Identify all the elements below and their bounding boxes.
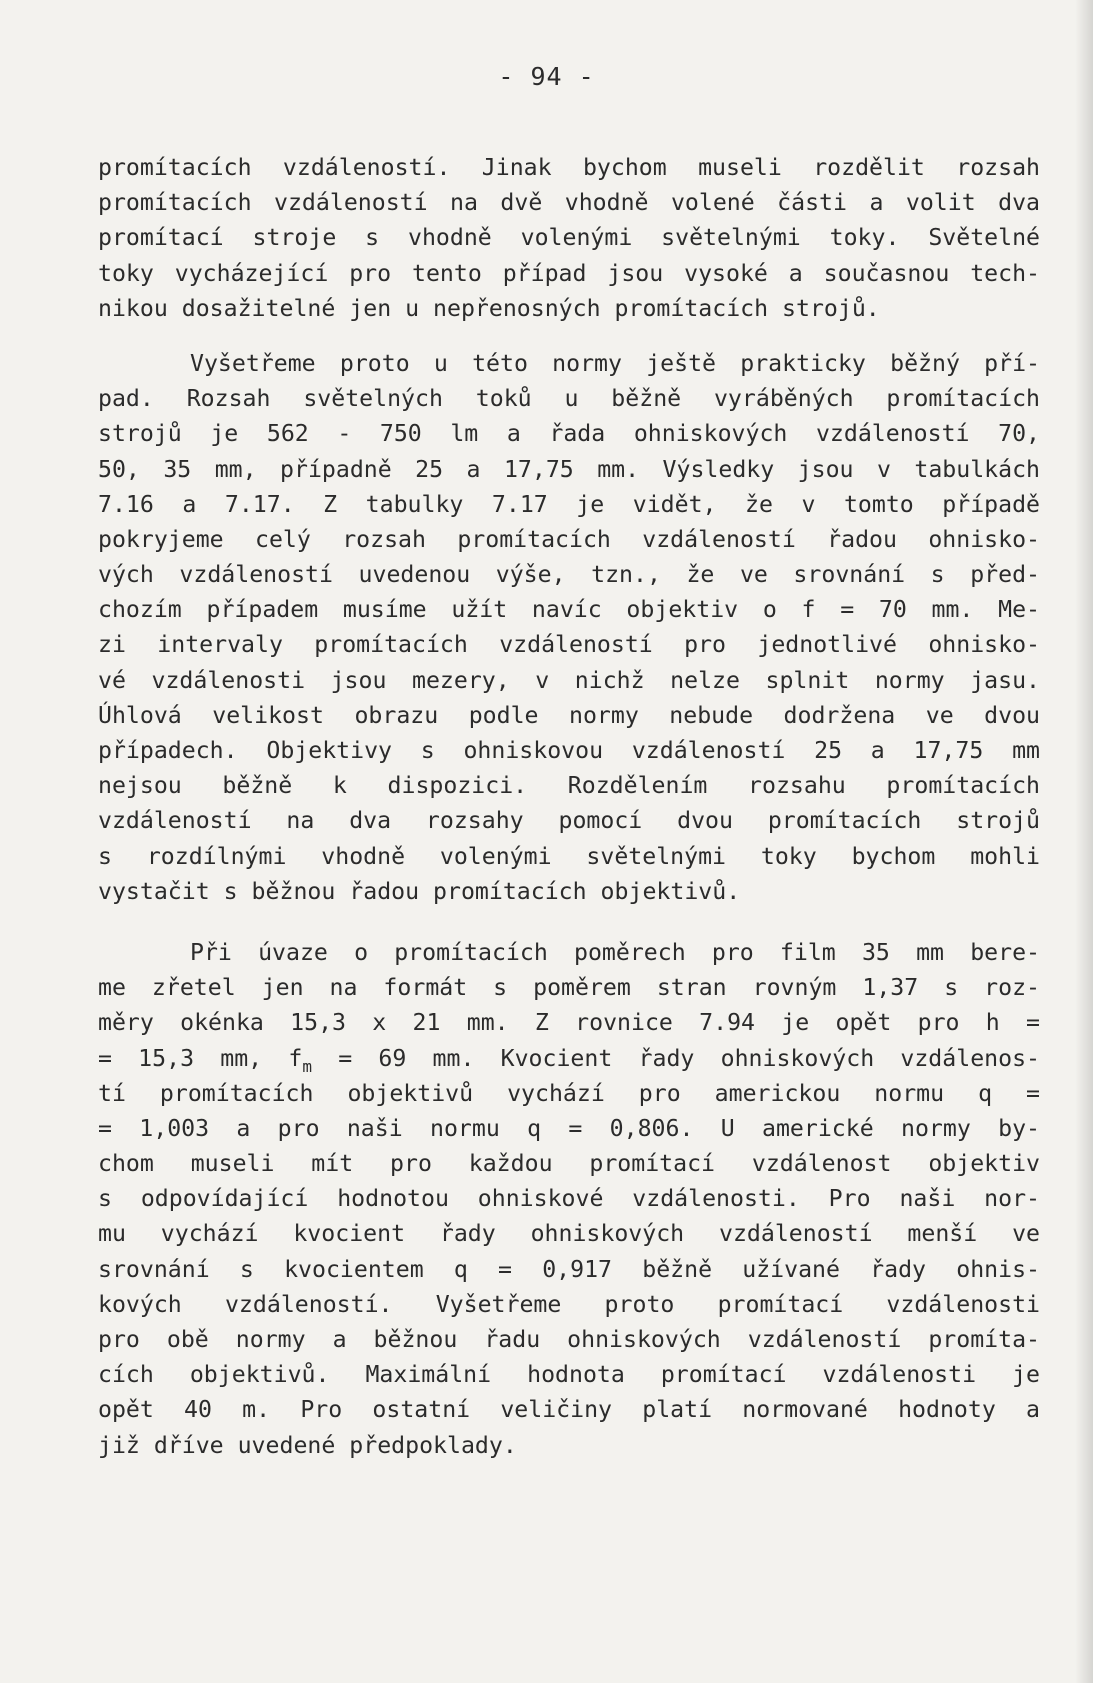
text-line: chom museli mít pro každou promítací vzdálenost objektiv [98,1150,1040,1178]
text-line: již dříve uvedené předpoklady. [98,1431,517,1459]
text-line: chozím případem musíme užít navíc objektiv o f = 70 mm. Me- [98,596,1040,624]
text-line: měry okénka 15,3 x 21 mm. Z rovnice 7.94 je opět pro h = [98,1009,1040,1037]
text-line: vých vzdáleností uvedenou výše, tzn., že ve srovnání s před- [98,561,1040,589]
text-fragment: = 15,3 mm, f [98,1044,303,1072]
text-fragment: = 69 mm. Kvocient řady ohniskových vzdálenos- [311,1044,1040,1072]
paragraph-gap [98,326,1040,346]
text-line: strojů je 562 - 750 lm a řada ohniskových vzdáleností 70, [98,420,1040,448]
text-line: cích objektivů. Maximální hodnota promítací vzdálenosti je [98,1361,1040,1389]
paragraph-2 [98,346,1040,909]
text-line: me zřetel jen na formát s poměrem stran rovným 1,37 s roz- [98,974,1040,1002]
text-line: pad. Rozsah světelných toků u běžně vyráběných promítacích [98,385,1040,413]
text-line: vystačit s běžnou řadou promítacích objektivů. [98,877,741,905]
text-line: promítacích vzdáleností na dvě vhodně volené části a volit dva [98,189,1040,217]
text-line-with-subscript [98,1041,1040,1076]
paragraph-1 [98,150,1040,326]
text-line: Vyšetřeme proto u této normy ještě prakticky běžný pří- [190,349,1040,377]
text-line: 7.16 a 7.17. Z tabulky 7.17 je vidět, že v tomto případě [98,490,1040,518]
text-line: s rozdílnými vhodně volenými světelnými toky bychom mohli [98,842,1040,870]
text-line: nikou dosažitelné jen u nepřenosných promítacích strojů. [98,294,880,322]
document-body [98,150,1040,1463]
text-line: případech. Objektivy s ohniskovou vzdáleností 25 a 17,75 mm [98,737,1040,764]
text-line: toky vycházející pro tento případ jsou vysoké a současnou tech- [98,259,1040,287]
text-line: kových vzdáleností. Vyšetřeme proto promítací vzdálenosti [98,1290,1040,1318]
text-line: tí promítacích objektivů vychází pro americkou normu q = [98,1079,1040,1107]
text-line: s odpovídající hodnotou ohniskové vzdálenosti. Pro naši nor- [98,1185,1040,1213]
text-line: srovnání s kvocientem q = 0,917 běžně užívané řady ohnis- [98,1255,1040,1283]
page-edge-shadow [1075,0,1093,1683]
text-line: promítacích vzdáleností. Jinak bychom museli rozdělit rozsah [98,154,1040,181]
text-line: Úhlová velikost obrazu podle normy nebude dodržena ve dvou [98,701,1040,729]
text-line: Při úvaze o promítacích poměrech pro film 35 mm bere- [190,938,1040,966]
subscript: m [302,1056,312,1076]
text-line: pokryjeme celý rozsah promítacích vzdáleností řadou ohnisko- [98,525,1040,553]
paragraph-3 [98,935,1040,1463]
text-line: promítací stroje s vhodně volenými světelnými toky. Světelné [98,224,1040,252]
text-line: vzdáleností na dva rozsahy pomocí dvou promítacích strojů [98,807,1040,835]
text-line: 50, 35 mm, případně 25 a 17,75 mm. Výsledky jsou v tabulkách [98,455,1040,483]
text-line: nejsou běžně k dispozici. Rozdělením rozsahu promítacích [98,772,1040,800]
text-line: mu vychází kvocient řady ohniskových vzdáleností menší ve [98,1220,1040,1248]
text-line: = 1,003 a pro naši normu q = 0,806. U americké normy by- [98,1114,1040,1142]
text-line: opět 40 m. Pro ostatní veličiny platí normované hodnoty a [98,1396,1040,1424]
text-line: zi intervaly promítacích vzdáleností pro jednotlivé ohnisko- [98,631,1040,659]
text-line: pro obě normy a běžnou řadu ohniskových vzdáleností promíta- [98,1326,1040,1353]
page-number: - 94 - [498,62,595,91]
text-line: vé vzdálenosti jsou mezery, v nichž nelze splnit normy jasu. [98,666,1040,694]
paragraph-gap [98,909,1040,935]
